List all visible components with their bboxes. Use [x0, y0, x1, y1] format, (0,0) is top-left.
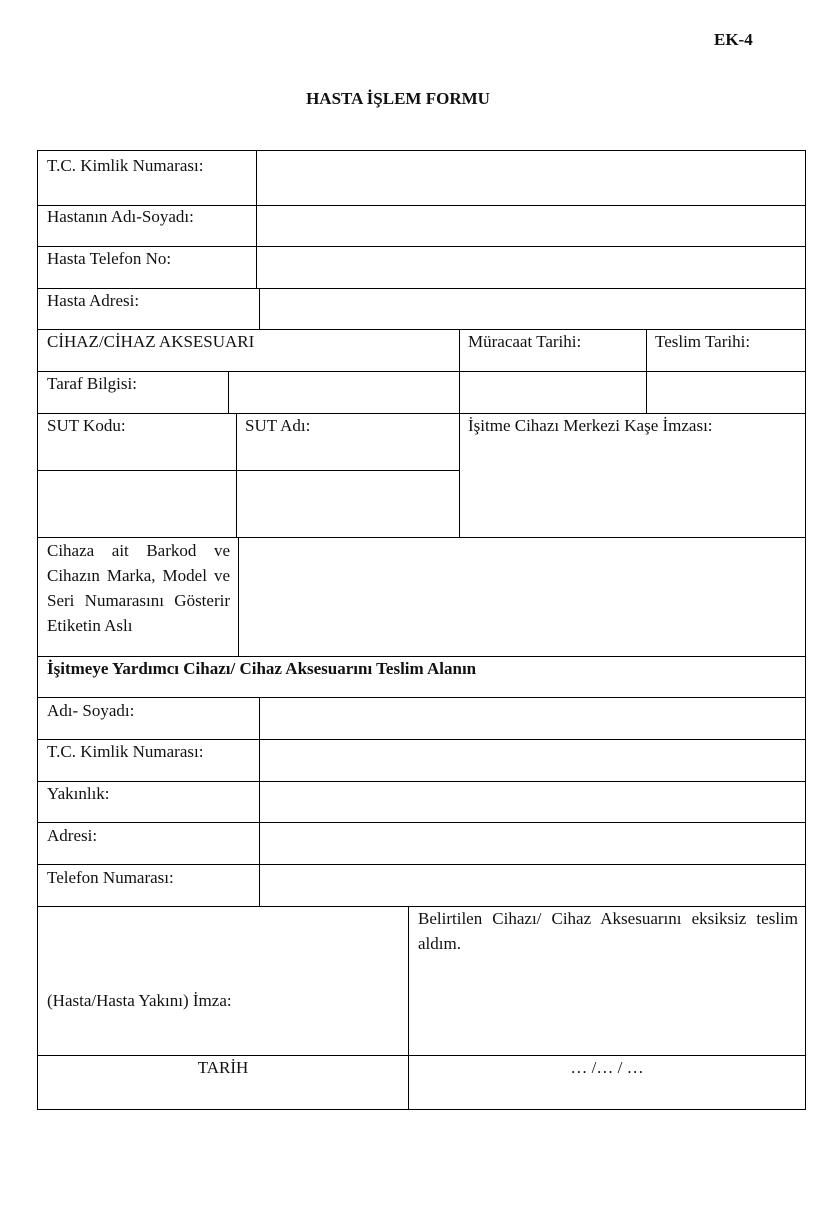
recipient-phone-field[interactable] — [260, 865, 805, 906]
patient-tc-field[interactable] — [257, 151, 805, 205]
stamp-signature-area[interactable] — [460, 441, 805, 537]
delivery-date-label: Teslim Tarihi: — [655, 332, 751, 351]
recipient-phone-label: Telefon Numarası: — [47, 868, 174, 887]
form-title: HASTA İŞLEM FORMU — [306, 89, 490, 108]
date-label: TARİH — [197, 1058, 249, 1077]
date-field[interactable]: … /… / … — [570, 1058, 644, 1077]
party-info-label: Taraf Bilgisi: — [47, 374, 137, 393]
patient-tc-label: T.C. Kimlik Numarası: — [47, 156, 204, 175]
recipient-section-title: İşitmeye Yardımcı Cihazı/ Cihaz Aksesuarını Teslim Alanın — [47, 659, 477, 678]
recipient-tc-field[interactable] — [260, 740, 805, 781]
patient-phone-label: Hasta Telefon No: — [47, 249, 172, 268]
recipient-tc-label: T.C. Kimlik Numarası: — [47, 742, 204, 761]
device-label: CİHAZ/CİHAZ AKSESUARI — [47, 332, 255, 351]
signature-area[interactable] — [38, 907, 408, 1055]
sut-code-label: SUT Kodu: — [47, 416, 126, 435]
patient-phone-field[interactable] — [257, 247, 805, 288]
barcode-label: Cihaza ait Barkod ve Cihazın Marka, Model ve Seri Numarasını Gösterir Etiketin Aslı — [47, 541, 230, 635]
sut-code-field[interactable] — [38, 471, 236, 537]
recipient-name-field[interactable] — [260, 698, 805, 739]
recipient-relation-label: Yakınlık: — [47, 784, 110, 803]
stamp-signature-label: İşitme Cihazı Merkezi Kaşe İmzası: — [468, 416, 713, 435]
application-date-field[interactable] — [460, 372, 646, 413]
patient-name-field[interactable] — [257, 206, 805, 246]
signature-label: (Hasta/Hasta Yakını) İmza: — [47, 991, 232, 1010]
delivery-statement: Belirtilen Cihazı/ Cihaz Aksesuarını eksiksiz teslim aldım. — [418, 909, 798, 953]
patient-address-field[interactable] — [260, 289, 805, 329]
sut-name-field[interactable] — [237, 471, 459, 537]
recipient-address-field[interactable] — [260, 823, 805, 864]
party-info-field[interactable] — [229, 372, 459, 413]
delivery-date-field[interactable] — [647, 372, 805, 413]
patient-form-table — [37, 150, 806, 1110]
recipient-name-label: Adı- Soyadı: — [47, 701, 135, 720]
annex-label: EK-4 — [714, 30, 753, 49]
barcode-label-area[interactable] — [239, 538, 805, 656]
patient-name-label: Hastanın Adı-Soyadı: — [47, 207, 194, 226]
recipient-relation-field[interactable] — [260, 782, 805, 822]
patient-address-label: Hasta Adresi: — [47, 291, 140, 310]
sut-name-label: SUT Adı: — [245, 416, 311, 435]
recipient-address-label: Adresi: — [47, 826, 98, 845]
application-date-label: Müracaat Tarihi: — [468, 332, 582, 351]
